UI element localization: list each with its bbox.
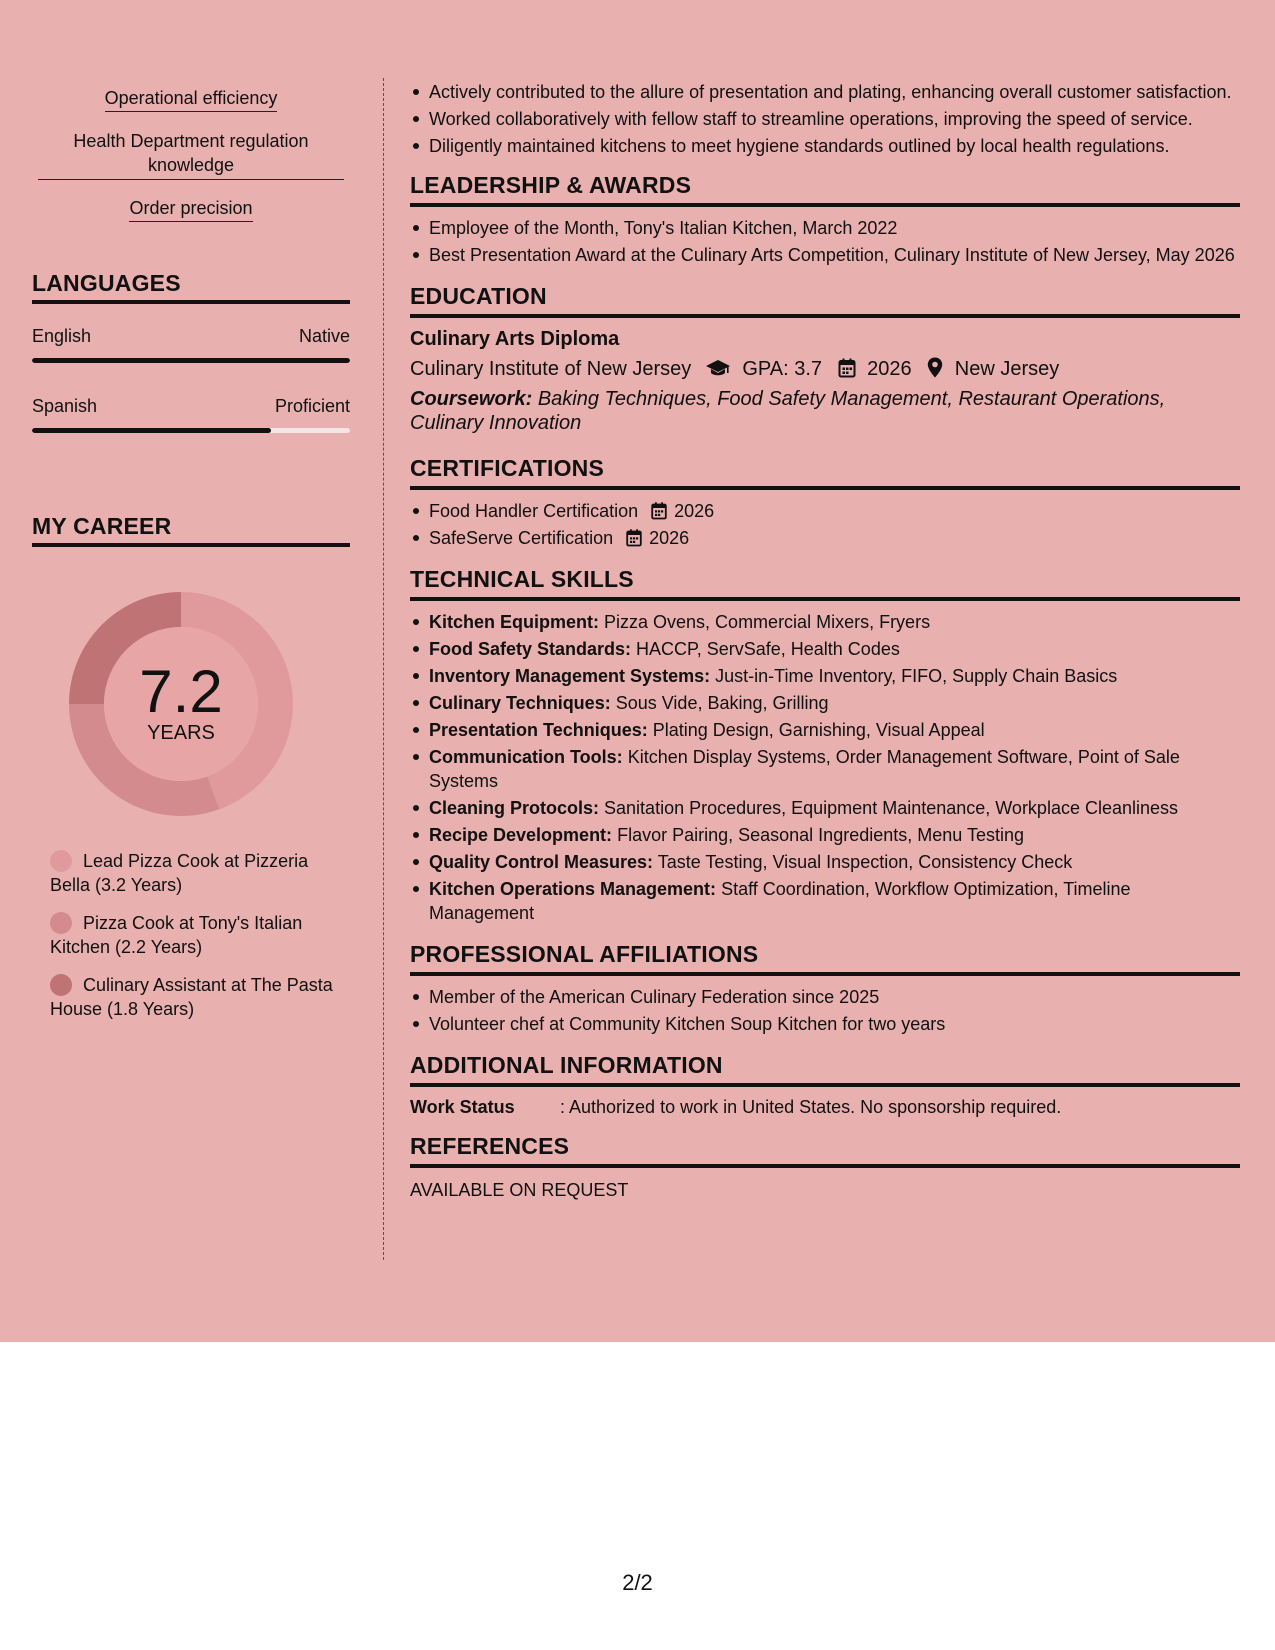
skill-values: Pizza Ovens, Commercial Mixers, Fryers (604, 612, 931, 632)
calendar-icon (651, 501, 672, 521)
language-level: Proficient (274, 396, 350, 416)
education-year: 2026 (867, 358, 912, 380)
career-heading: MY CAREER (32, 513, 350, 547)
language-proficiency-bar (32, 358, 350, 363)
skills-list (32, 86, 350, 222)
graduation-cap-icon (705, 358, 737, 380)
education-details (410, 357, 1240, 381)
language-proficiency-bar (32, 428, 350, 433)
affiliations-list (410, 985, 1240, 1036)
legend-dot-icon (50, 974, 72, 996)
legend-item (32, 973, 350, 1021)
sidebar (32, 78, 350, 1035)
career-total-years: 7.2 (139, 658, 223, 725)
language-name: Spanish (32, 396, 98, 416)
legend-item (32, 911, 350, 959)
legend-label: Culinary Assistant at The Pasta House (1.8 Years) (50, 975, 333, 1019)
legend-dot-icon (50, 912, 72, 934)
language-english (32, 326, 350, 363)
list-item (410, 691, 1240, 715)
list-item: Diligently maintained kitchens to meet hygiene standards outlined by local health regulations. (410, 134, 1240, 158)
work-status-label: Work Status (410, 1097, 515, 1117)
list-item: Worked collaboratively with fellow staff to streamline operations, improving the speed of service. (410, 107, 1240, 131)
skill-values: HACCP, ServSafe, Health Codes (636, 639, 900, 659)
list-item (410, 499, 1240, 523)
technical-skills-list (410, 610, 1240, 925)
coursework-label: Coursework: (410, 388, 533, 410)
experience-bullets (410, 80, 1240, 158)
work-status-row (410, 1095, 1240, 1119)
coursework-value: Baking Techniques, Food Safety Management, Restaurant Operations, Culinary Innovation (410, 388, 1166, 434)
page-number: 2/2 (622, 1570, 653, 1595)
skill-item (32, 196, 350, 222)
list-item (410, 718, 1240, 742)
skill-values: Sanitation Procedures, Equipment Maintenance, Workplace Cleanliness (604, 798, 1179, 818)
skill-label: Operational efficiency (105, 86, 278, 112)
skill-category: Cleaning Protocols: (429, 798, 600, 818)
list-item: Actively contributed to the allure of presentation and plating, enhancing overall customer satisfaction. (410, 80, 1240, 104)
calendar-icon (838, 358, 862, 380)
skill-category: Inventory Management Systems: (429, 666, 711, 686)
list-item (410, 745, 1240, 793)
education-location: New Jersey (954, 358, 1060, 380)
list-item: Best Presentation Award at the Culinary Arts Competition, Culinary Institute of New Jersey, May 2026 (410, 243, 1240, 267)
certification-year: 2026 (649, 528, 690, 548)
education-heading: EDUCATION (410, 283, 1240, 318)
skill-label: Health Department regulation knowledge (73, 131, 309, 175)
language-name: English (32, 326, 92, 346)
list-item (410, 823, 1240, 847)
certifications-heading: CERTIFICATIONS (410, 455, 1240, 490)
location-pin-icon (927, 358, 949, 380)
skill-values: Kitchen Display Systems, Order Management Software, Point of Sale Systems (429, 747, 1180, 791)
career-donut-chart (66, 589, 296, 819)
skill-label: Order precision (129, 196, 252, 222)
list-item: Employee of the Month, Tony's Italian Kitchen, March 2022 (410, 216, 1240, 240)
list-item (410, 877, 1240, 925)
column-divider (383, 78, 384, 1260)
skill-category: Presentation Techniques: (429, 720, 648, 740)
list-item (410, 637, 1240, 661)
skill-values: Sous Vide, Baking, Grilling (615, 693, 829, 713)
additional-info-heading: ADDITIONAL INFORMATION (410, 1052, 1240, 1087)
skill-category: Culinary Techniques: (429, 693, 611, 713)
skill-values: Flavor Pairing, Seasonal Ingredients, Menu Testing (617, 825, 1024, 845)
skill-category: Communication Tools: (429, 747, 623, 767)
list-item (410, 664, 1240, 688)
skill-category: Recipe Development: (429, 825, 613, 845)
language-proficiency-fill (32, 358, 350, 363)
skill-item (38, 129, 344, 180)
languages-heading: LANGUAGES (32, 270, 350, 304)
leadership-heading: LEADERSHIP & AWARDS (410, 172, 1240, 207)
skill-values: Just-in-Time Inventory, FIFO, Supply Chain Basics (715, 666, 1118, 686)
certification-name: SafeServe Certification (429, 528, 614, 548)
main-content (410, 78, 1240, 1202)
leadership-list (410, 216, 1240, 267)
certifications-list (410, 499, 1240, 550)
skill-category: Quality Control Measures: (429, 852, 654, 872)
affiliations-heading: PROFESSIONAL AFFILIATIONS (410, 941, 1240, 976)
work-status-value: : Authorized to work in United States. No sponsorship required. (560, 1097, 1062, 1117)
career-legend (32, 849, 350, 1021)
list-item: Member of the American Culinary Federation since 2025 (410, 985, 1240, 1009)
skill-category: Kitchen Operations Management: (429, 879, 717, 899)
skill-category: Kitchen Equipment: (429, 612, 599, 632)
list-item (410, 526, 1240, 550)
skill-category: Food Safety Standards: (429, 639, 632, 659)
list-item (410, 610, 1240, 634)
skill-values: Staff Coordination, Workflow Optimization, Timeline Management (429, 879, 1131, 923)
language-proficiency-fill (32, 428, 271, 433)
language-spanish (32, 396, 350, 433)
language-level: Native (298, 326, 350, 346)
education-degree: Culinary Arts Diploma (410, 328, 620, 350)
legend-dot-icon (50, 850, 72, 872)
calendar-icon (626, 528, 647, 548)
career-years-unit: YEARS (147, 722, 215, 744)
list-item: Volunteer chef at Community Kitchen Soup Kitchen for two years (410, 1012, 1240, 1036)
list-item (410, 850, 1240, 874)
skill-values: Taste Testing, Visual Inspection, Consistency Check (657, 852, 1073, 872)
skill-item (32, 86, 350, 112)
list-item (410, 796, 1240, 820)
references-text: AVAILABLE ON REQUEST (410, 1180, 629, 1200)
certification-year: 2026 (674, 501, 715, 521)
education-coursework (410, 387, 1240, 435)
legend-label: Lead Pizza Cook at Pizzeria Bella (3.2 Years) (50, 851, 309, 895)
certification-name: Food Handler Certification (429, 501, 639, 521)
legend-item (32, 849, 350, 897)
technical-skills-heading: TECHNICAL SKILLS (410, 566, 1240, 601)
legend-label: Pizza Cook at Tony's Italian Kitchen (2.2 Years) (50, 913, 303, 957)
references-heading: REFERENCES (410, 1133, 1240, 1168)
skill-values: Plating Design, Garnishing, Visual Appeal (652, 720, 985, 740)
education-school: Culinary Institute of New Jersey (410, 358, 692, 380)
education-gpa: GPA: 3.7 (742, 358, 823, 380)
